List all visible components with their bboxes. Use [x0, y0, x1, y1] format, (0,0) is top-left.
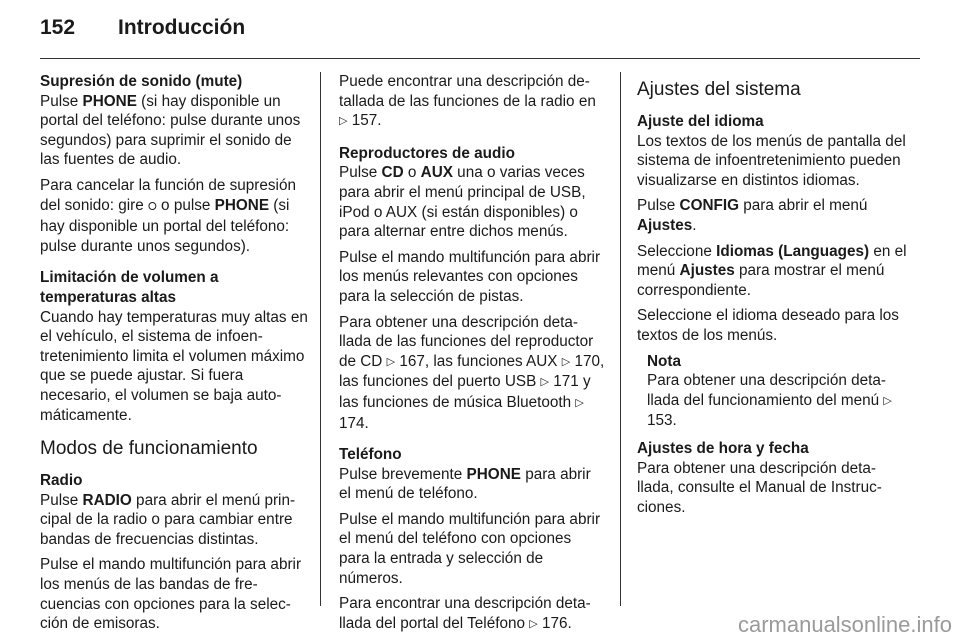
- paragraph-phone-3: Para encontrar una descripción detallada del portal del Teléfono ▷ 176.: [339, 595, 591, 632]
- column-middle: [339, 72, 605, 640]
- paragraph-players-1: Pulse CD o AUX una o varias veces para abrir el menú principal de USB, iPod o AUX (si están disponibles) o para alternar entre dichos menús.: [339, 164, 586, 241]
- paragraph-language-2: Pulse CONFIG para abrir el menú Ajustes.: [637, 197, 868, 234]
- key-radio: RADIO: [82, 491, 132, 509]
- column-divider: [620, 72, 621, 606]
- page-link[interactable]: 176.: [541, 614, 572, 632]
- page-title: Introducción: [118, 16, 246, 39]
- section-title-mute: Supresión de sonido (mute): [40, 73, 243, 90]
- page-header: [40, 16, 920, 56]
- page-link[interactable]: 174.: [339, 414, 369, 432]
- arrow-right-icon: ▷: [529, 617, 538, 630]
- section-title-radio: Radio: [40, 472, 83, 490]
- arrow-right-icon: ▷: [883, 394, 892, 407]
- paragraph-language-3: Seleccione Idiomas (Languages) en el menú Ajustes para mostrar el menú correspondiente.: [637, 242, 907, 299]
- key-cd: CD: [381, 164, 404, 182]
- paragraph-mute-2: Para cancelar la función de supresión del sonido: gire ⭘ o pulse PHONE (si hay disponible un portal del teléfono: pulse durante unos segundos).: [40, 176, 296, 255]
- page-number: 152: [40, 16, 76, 39]
- arrow-right-icon: ▷: [575, 396, 584, 409]
- paragraph-time: Para obtener una descripción detallada, consulte el Manual de Instrucciones.: [637, 459, 882, 516]
- key-config: CONFIG: [679, 197, 740, 215]
- key-phone: PHONE: [82, 92, 137, 110]
- note-title: Nota: [647, 352, 681, 370]
- arrow-right-icon: ▷: [561, 355, 571, 368]
- page-link[interactable]: 153.: [647, 412, 677, 430]
- paragraph-radio-2: Pulse el mando multifunción para abrir los menús de las bandas de frecuencias con opciones para la selección de emisoras.: [40, 556, 302, 633]
- arrow-right-icon: ▷: [540, 376, 549, 389]
- note-box: [647, 352, 907, 431]
- paragraph-temperature: Cuando hay temperaturas muy altas en el vehículo, el sistema de infoentretenimiento limita el volumen máximo que se puede ajustar. Si fuera necesario, el volumen se baja automáticamente.: [40, 308, 308, 424]
- section-title-language: Ajuste del idioma: [637, 113, 764, 130]
- column-right: [637, 72, 907, 523]
- note-text: Para obtener una descripción detallada del funcionamiento del menú ▷ 153.: [647, 372, 892, 430]
- paragraph-radio-1: Pulse RADIO para abrir el menú principal de la radio o para cambiar entre bandas de frecuencias distintas.: [40, 491, 296, 548]
- heading-system-settings: Ajustes del sistema: [637, 79, 801, 100]
- section-title-players: Reproductores de audio: [339, 144, 515, 162]
- paragraph-language-1: Los textos de los menús de pantalla del sistema de infoentretenimiento pueden visualizarse en distintos idiomas.: [637, 132, 906, 189]
- heading-modes: Modos de funcionamiento: [40, 438, 258, 460]
- section-title-time: Ajustes de hora y fecha: [637, 439, 809, 457]
- key-aux: AUX: [420, 164, 453, 182]
- page-link[interactable]: 167, las funciones AUX: [399, 352, 562, 370]
- paragraph-players-3: Para obtener una descripción detallada de las funciones del reproductor de CD ▷ 167, las funciones AUX ▷ 170, las funciones del puerto USB ▷ 171 y las funciones de música Bluetooth ▷ 174.: [339, 313, 605, 432]
- watermark: carmanualsonline.info: [737, 612, 952, 637]
- page-link[interactable]: 157.: [351, 112, 382, 130]
- page-link[interactable]: 170, las funciones del puerto USB: [339, 352, 605, 391]
- section-title-phone: Teléfono: [339, 446, 402, 464]
- paragraph-language-4: Seleccione el idioma deseado para los textos de los menús.: [637, 307, 899, 344]
- arrow-right-icon: ▷: [386, 355, 396, 368]
- paragraph-radio-ref: Puede encontrar una descripción detallada de las funciones de la radio en ▷ 157.: [339, 73, 596, 130]
- paragraph-phone-2: Pulse el mando multifunción para abrir el menú del teléfono con opciones para la entrada y selección de números.: [339, 510, 601, 587]
- key-phone: PHONE: [466, 465, 521, 483]
- header-divider: [40, 58, 920, 59]
- column-divider: [320, 72, 321, 606]
- page-link[interactable]: 171 y las funciones de música Bluetooth: [339, 373, 591, 411]
- key-phone: PHONE: [214, 196, 270, 214]
- paragraph-players-2: Pulse el mando multifunción para abrir los menús relevantes con opciones para la selección de pistas.: [339, 248, 601, 305]
- section-title-temperature: Limitación de volumen a temperaturas altas: [40, 269, 219, 306]
- power-knob-icon: ⭘: [148, 200, 157, 213]
- arrow-right-icon: ▷: [339, 115, 348, 128]
- paragraph-phone-1: Pulse brevemente PHONE para abrir el menú de teléfono.: [339, 465, 591, 503]
- paragraph-mute-1: Pulse PHONE (si hay disponible un portal del teléfono: pulse durante unos segundos) para suprimir el sonido de las fuentes de audio.: [40, 92, 301, 169]
- column-left: [40, 72, 308, 640]
